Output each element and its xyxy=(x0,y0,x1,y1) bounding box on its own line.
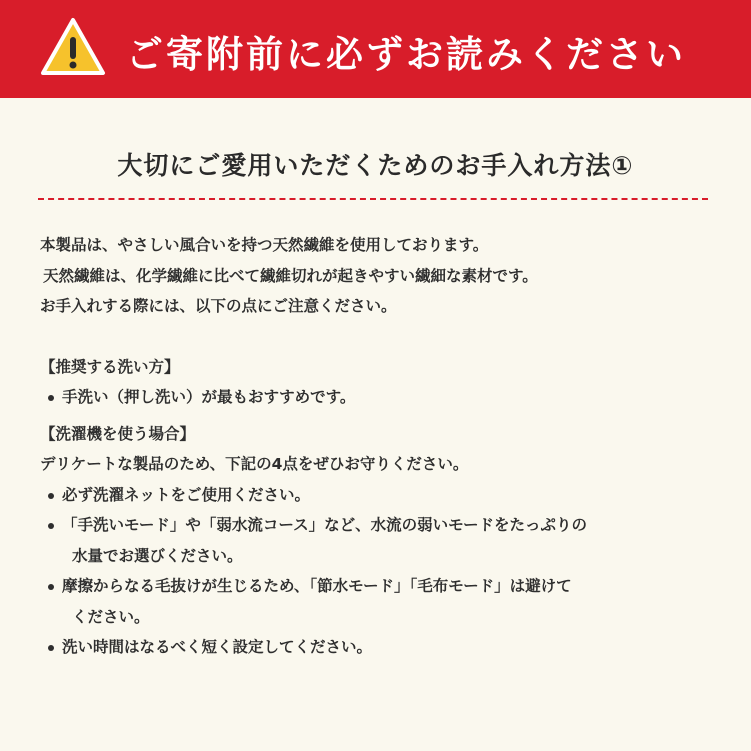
banner-title: ご寄附前に必ずお読みください xyxy=(126,33,686,76)
list-item-continuation: ください。 xyxy=(72,607,150,626)
intro-line: 本製品は、やさしい風合いを持つ天然繊維を使用しております。 xyxy=(40,236,489,254)
warning-banner xyxy=(0,0,751,98)
list-item: 洗い時間はなるべく短く設定してください。 xyxy=(40,632,730,663)
washing-machine-heading: 【洗濯機を使う場合】 xyxy=(40,424,196,443)
list-item: 「手洗いモード」や「弱水流コース」など、水流の弱いモードをたっぷりの xyxy=(40,510,730,541)
list-item: 必ず洗濯ネットをご使用ください。 xyxy=(40,480,730,511)
list-item: 摩擦からなる毛抜けが生じるため、「節水モード」「毛布モード」は避けて xyxy=(40,571,730,602)
washing-machine-lead: デリケートな製品のため、下記の4点をぜひお守りください。 xyxy=(40,455,469,473)
recommended-heading: 【推奨する洗い方】 xyxy=(40,357,180,376)
dashed-divider xyxy=(38,198,708,200)
intro-line: 天然繊維は、化学繊維に比べて繊維切れが起きやすい繊細な素材です。 xyxy=(43,266,538,285)
list-item-continuation: 水量でお選びください。 xyxy=(72,546,243,565)
care-instructions xyxy=(40,230,730,663)
list-item: 手洗い（押し洗い）が最もおすすめです。 xyxy=(40,382,730,413)
intro-line: お手入れする際には、以下の点にご注意ください。 xyxy=(40,297,397,315)
page-title: 大切にご愛用いただくためのお手入れ方法① xyxy=(117,151,634,180)
warning-triangle-icon xyxy=(40,17,106,77)
